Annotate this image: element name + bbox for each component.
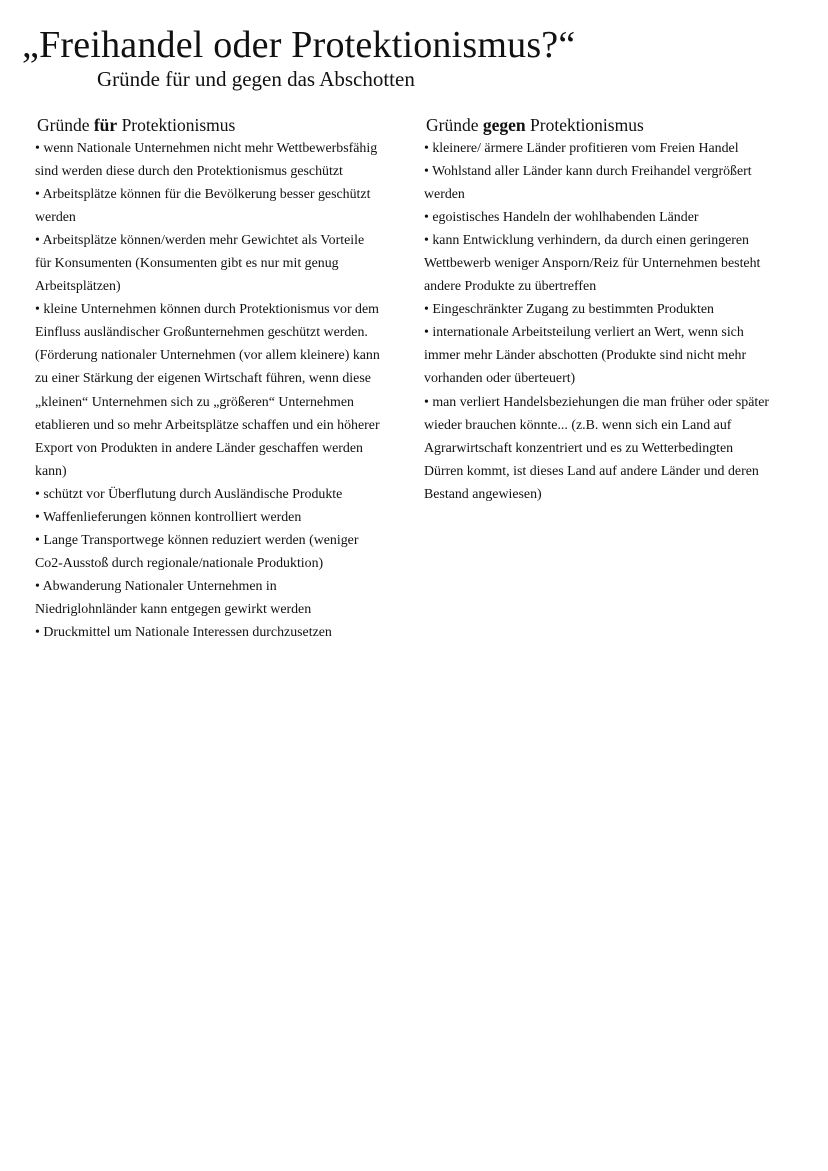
list-item: • kann Entwicklung verhindern, da durch einen geringeren Wettbewerb weniger Ansporn/Reiz für Unternehmen besteht andere Produkte zu übertreffen (424, 233, 761, 295)
pro-heading-emphasis: für (93, 115, 118, 135)
list-item: • Lange Transportwege können reduziert werden (weniger Co2-Ausstoß durch regionale/nationale Produktion) (35, 532, 359, 571)
list-item: • Arbeitsplätze können für die Bevölkerung besser geschützt werden (35, 187, 371, 226)
list-item: • Waffenlieferungen können kontrolliert werden (35, 509, 302, 525)
list-item: • kleine Unternehmen können durch Protektionismus vor dem Einfluss ausländischer Großunternehmen geschützt werden. (Förderung nationaler Unternehmen (vor allem kleinere) kann zu einer Stärkung der eigenen Wirtschaft führen, wenn diese „kleinen“ Unternehmen sich zu „größeren“ Unternehmen etablieren und so mehr Arbeitsplätze schaffen und ein höherer Export von Produkten in andere Länder geschaffen werden kann) (35, 302, 380, 479)
pro-column-heading (35, 113, 380, 137)
contra-reasons-list (424, 137, 774, 506)
contra-heading-suffix: Protektionismus (525, 115, 644, 135)
page-subtitle: Gründe für und gegen das Abschotten (97, 67, 415, 91)
list-item: • internationale Arbeitsteilung verliert an Wert, wenn sich immer mehr Länder abschotten (Produkte sind nicht mehr vorhanden oder überteuert) (424, 325, 747, 387)
list-item: • kleinere/ ärmere Länder profitieren vom Freien Handel (424, 141, 739, 156)
list-item: • man verliert Handelsbeziehungen die man früher oder später wieder brauchen könnte... (z.B. wenn sich ein Land auf Agrarwirtschaft konzentriert und es zu Wetterbedingten Dürren kommt, ist dieses Land auf andere Länder und deren Bestand angewiesen) (424, 394, 770, 502)
pro-reasons-list (35, 137, 380, 644)
list-item: • egoistisches Handeln der wohlhabenden Länder (424, 210, 699, 226)
contra-heading-emphasis: gegen (482, 115, 526, 135)
contra-column-heading (424, 113, 774, 137)
contra-heading-prefix: Gründe (426, 115, 483, 135)
list-item: • Eingeschränkter Zugang zu bestimmten Produkten (424, 302, 714, 318)
page-title: „Freihandel oder Protektionismus?“ (22, 24, 576, 66)
list-item: • Arbeitsplätze können/werden mehr Gewichtet als Vorteile für Konsumenten (Konsumenten gibt es nur mit genug Arbeitsplätzen) (35, 233, 365, 295)
list-item: • wenn Nationale Unternehmen nicht mehr Wettbewerbsfähig sind werden diese durch den Protektionismus geschützt (35, 141, 378, 180)
contra-protectionism-column (424, 113, 774, 506)
pro-heading-prefix: Gründe (37, 115, 94, 135)
list-item: • Wohlstand aller Länder kann durch Freihandel vergrößert werden (424, 164, 752, 203)
list-item: • Druckmittel um Nationale Interessen durchzusetzen (35, 624, 332, 640)
list-item: • schützt vor Überflutung durch Ausländische Produkte (35, 486, 343, 502)
pro-protectionism-column (35, 113, 380, 644)
list-item: • Abwanderung Nationaler Unternehmen in Niedriglohnländer kann entgegen gewirkt werden (35, 578, 312, 617)
pro-heading-suffix: Protektionismus (117, 115, 236, 135)
